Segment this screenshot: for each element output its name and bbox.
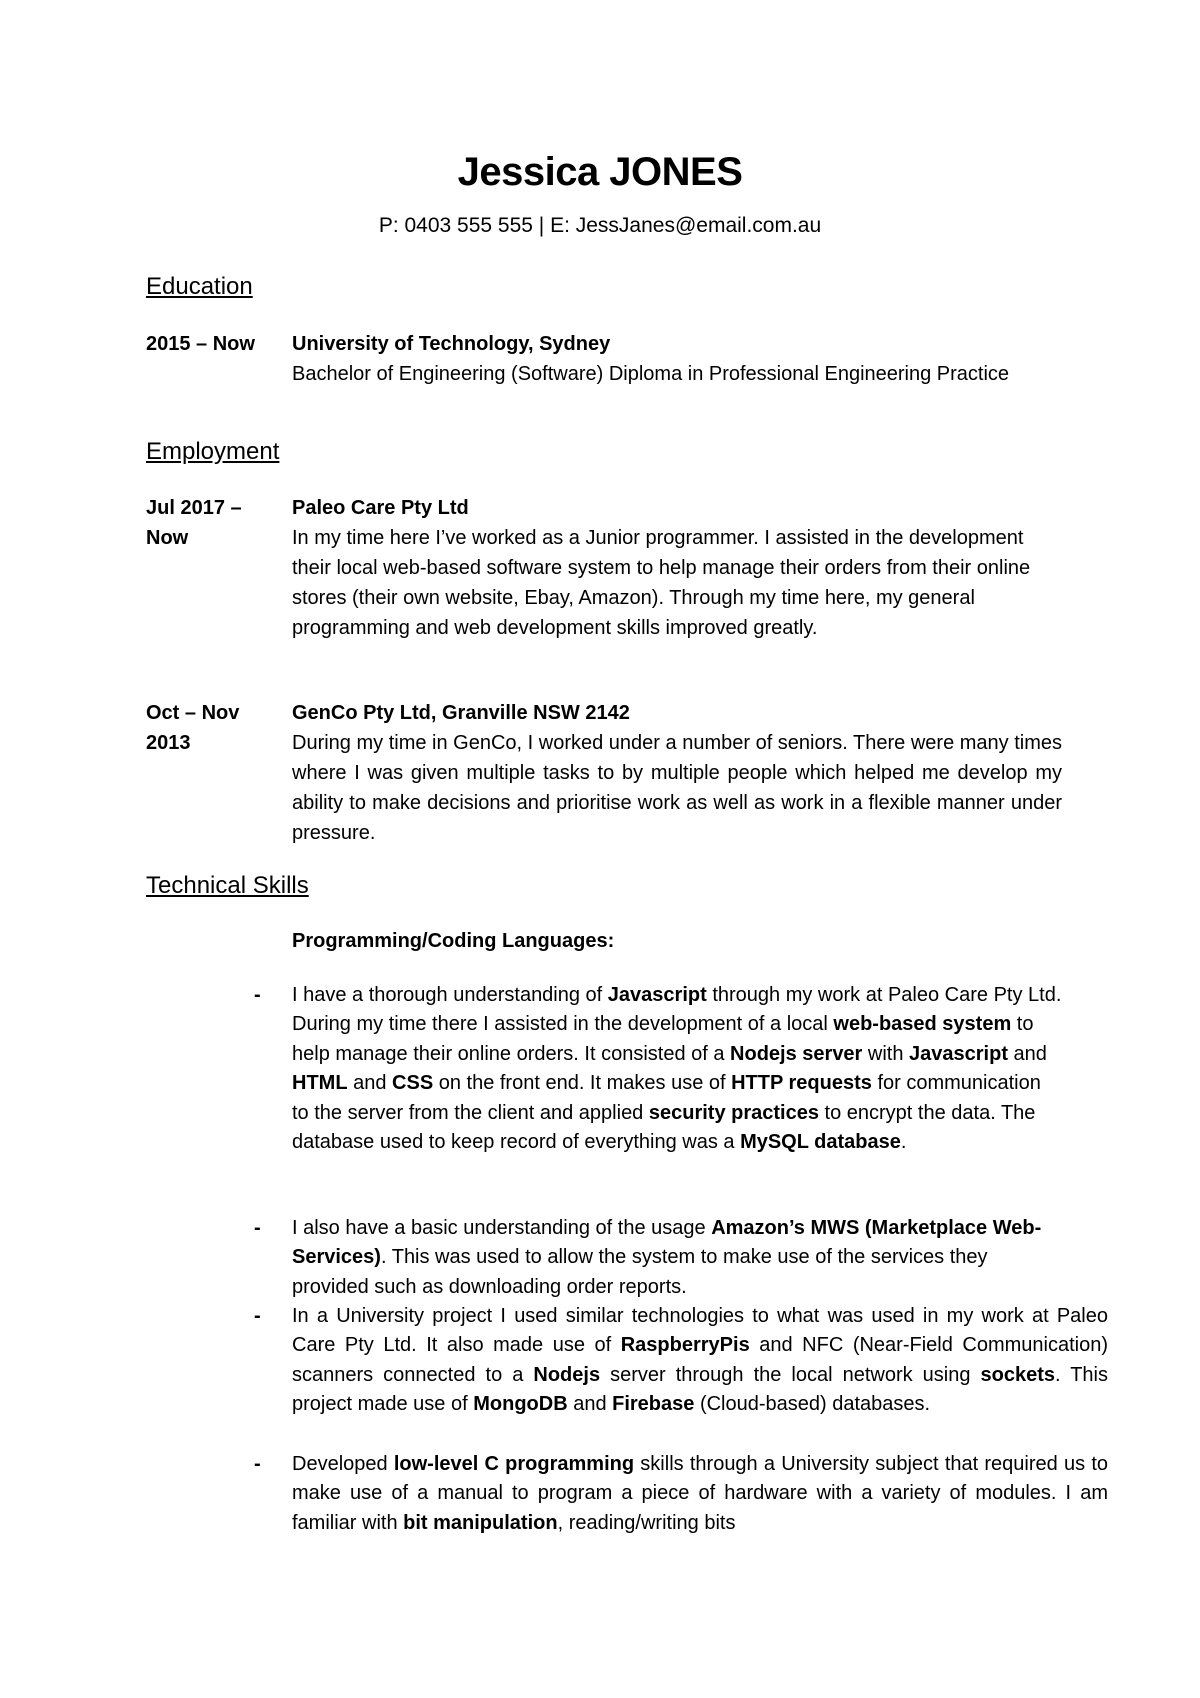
bold-term: bit manipulation — [403, 1511, 558, 1534]
bold-term: Javascript — [607, 984, 707, 1006]
employment-company-2: GenCo Pty Ltd, Granville NSW 2142 — [292, 702, 630, 724]
text-run: , reading/writing bits — [557, 1511, 736, 1534]
bold-term: MongoDB — [473, 1393, 568, 1416]
employment-date-2-line2: 2013 — [146, 732, 191, 754]
text-run: server through the local network using — [600, 1363, 981, 1386]
education-institution: University of Technology, Sydney — [292, 333, 611, 355]
skills-heading: Technical Skills — [146, 872, 309, 899]
education-description: Bachelor of Engineering (Software) Diploma in Professional Engineering Practice — [292, 363, 1010, 385]
bold-term: MySQL database — [740, 1131, 901, 1154]
text-run: and — [567, 1393, 613, 1416]
text-run: . This project made use of — [292, 1363, 1108, 1416]
bullet-dash: - — [254, 1453, 261, 1475]
employment-entry-2 — [292, 698, 1062, 848]
text-run: on the front end. It makes use of — [433, 1072, 732, 1095]
skill-bullet-2 — [246, 1214, 1062, 1302]
text-run: I have a thorough understanding of — [292, 984, 608, 1006]
bold-term: RaspberryPis — [620, 1334, 750, 1357]
employment-date-2-line1: Oct – Nov — [146, 702, 240, 724]
employment-company-1: Paleo Care Pty Ltd — [292, 497, 469, 519]
employment-description-2: During my time in GenCo, I worked under a number of seniors. There were many times where I was given multiple tasks to by multiple people which helped me develop my ability to make decisions and prioritise work as well as work in a flexible manner under pressure. — [292, 732, 1062, 844]
text-run: Developed — [292, 1453, 394, 1475]
skill-bullet-1 — [246, 981, 1062, 1157]
text-run: skills through a University subject that required us to make use of a manual to program a piece of hardware with a variety of modules. I am familiar with — [292, 1453, 1108, 1534]
skill-bullet-3-text — [292, 1302, 1108, 1420]
education-date: 2015 – Now — [146, 333, 255, 355]
text-run: to help manage their online orders. It consisted of a — [292, 1013, 1034, 1065]
bullet-dash: - — [254, 984, 261, 1006]
text-run: (Cloud-based) databases. — [694, 1393, 931, 1416]
bullet-dash: - — [254, 1217, 261, 1239]
bold-term: Amazon’s MWS (Marketplace Web-Services) — [292, 1217, 1042, 1269]
text-run: through my work at Paleo Care Pty Ltd. During my time there I assisted in the development of a local — [292, 984, 1062, 1036]
text-run: for communication to the server from the client and applied — [292, 1072, 1041, 1124]
bold-term: web-based system — [833, 1013, 1012, 1036]
bold-term: security practices — [648, 1101, 819, 1124]
bold-term: Nodejs — [533, 1363, 601, 1386]
text-run: and — [347, 1072, 393, 1095]
employment-date-1-line2: Now — [146, 527, 189, 549]
skill-bullet-2-text — [292, 1214, 1062, 1302]
text-run: to encrypt the data. The database used to keep record of everything was a — [292, 1101, 1036, 1154]
education-heading: Education — [146, 273, 253, 300]
text-run: In a University project I used similar technologies to what was used in my work at Paleo Care Pty Ltd. It also made use of — [292, 1305, 1108, 1357]
bold-term: sockets — [980, 1363, 1055, 1386]
bold-term: Nodejs server — [730, 1042, 863, 1065]
text-run: . — [900, 1131, 907, 1154]
employment-heading: Employment — [146, 438, 280, 465]
bullet-dash: - — [254, 1305, 261, 1327]
text-run: and — [1008, 1042, 1047, 1065]
bold-term: CSS — [392, 1072, 434, 1095]
employment-date-1 — [146, 493, 276, 553]
skill-bullet-4 — [246, 1450, 1108, 1538]
employment-description-1: In my time here I’ve worked as a Junior programmer. I assisted in the development their local web-based software system to help manage their orders from their online stores (their own website, Ebay, Amazon). Through my time here, my general programming and web development skills improved greatly. — [292, 527, 1031, 639]
education-entry — [292, 329, 1062, 389]
employment-entry-1 — [292, 493, 1062, 643]
text-run: I also have a basic understanding of the usage — [292, 1217, 712, 1239]
bold-term: low-level C programming — [393, 1453, 635, 1475]
employment-date-1-line1: Jul 2017 – — [146, 497, 242, 519]
bold-term: HTML — [292, 1072, 348, 1095]
candidate-name: Jessica JONES — [457, 150, 743, 194]
skill-bullet-1-text — [292, 981, 1062, 1157]
bold-term: HTTP requests — [731, 1072, 872, 1095]
text-run: . This was used to allow the system to make use of the services they provided such as downloading order reports. — [292, 1246, 988, 1298]
skills-subheading: Programming/Coding Languages: — [292, 930, 615, 952]
contact-line: P: 0403 555 555 | E: JessJanes@email.com.au — [378, 214, 822, 237]
text-run: with — [862, 1042, 910, 1065]
skill-bullet-3 — [246, 1302, 1108, 1420]
bold-term: Firebase — [612, 1393, 695, 1416]
employment-date-2 — [146, 698, 276, 758]
bold-term: Javascript — [909, 1042, 1008, 1065]
text-run: and NFC (Near-Field Communication) scanners connected to a — [292, 1334, 1108, 1386]
skill-bullet-4-text — [292, 1450, 1108, 1538]
